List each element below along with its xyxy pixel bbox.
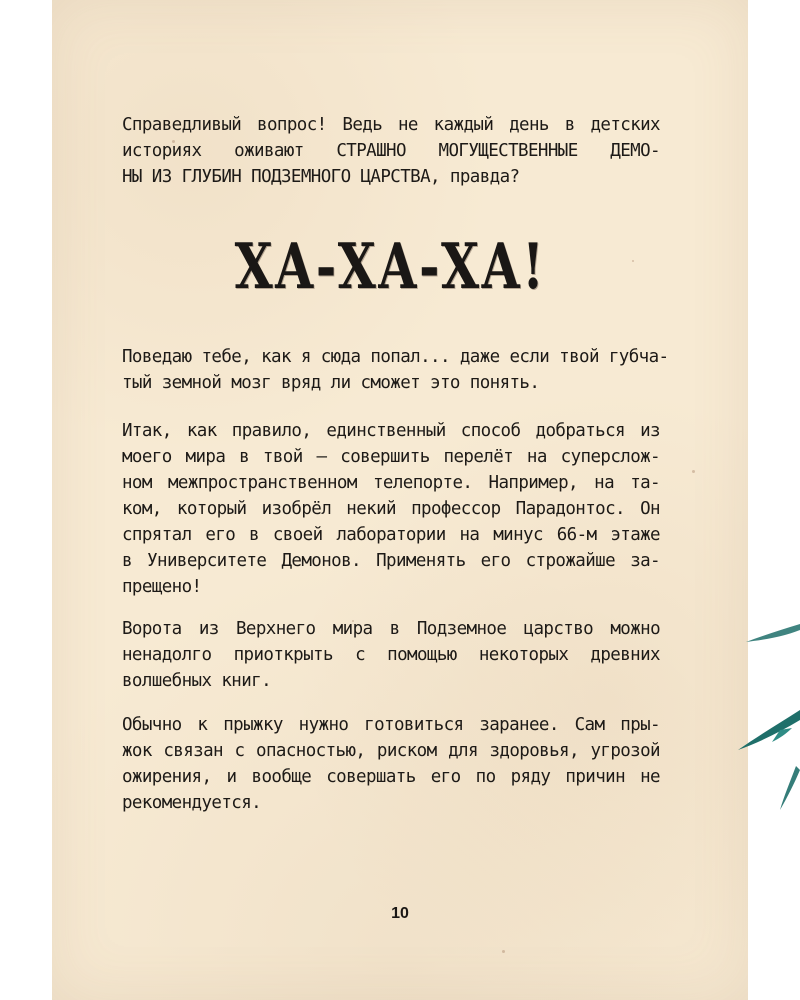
intro-line: историях оживают СТРАШНО МОГУЩЕСТВЕННЫЕ ДЕМО- — [122, 141, 660, 161]
feather-decoration — [710, 600, 800, 860]
paragraph-line: Обычно к прыжку нужно готовиться заранее. Сам пры- — [122, 715, 660, 735]
paragraph-line: рекомендуется. — [122, 793, 262, 813]
paragraph-line: ком, который изобрёл некий профессор Парадонтос. Он — [122, 499, 660, 519]
paragraph-line: Ворота из Верхнего мира в Подземное царство можно — [122, 619, 660, 639]
paragraph-3 — [122, 616, 660, 694]
paragraph-4 — [122, 712, 660, 816]
paragraph-line: спрятал его в своей лаборатории на минус 66-м этаже — [122, 525, 660, 545]
intro-line: Справедливый вопрос! Ведь не каждый день в детских — [122, 115, 660, 135]
paragraph-2 — [122, 418, 660, 600]
headline: ХА-ХА-ХА! — [234, 229, 546, 303]
paragraph-line: моего мира в твой — совершить перелёт на суперслож- — [122, 447, 660, 467]
paragraph-line: ном межпространственном телепорте. Например, на та- — [122, 473, 660, 493]
intro-line: НЫ ИЗ ГЛУБИН ПОДЗЕМНОГО ЦАРСТВА, правда? — [122, 167, 520, 187]
paragraph-line: Поведаю тебе, как я сюда попал... даже если твой губча- — [122, 347, 669, 367]
paragraph-line: тый земной мозг вряд ли сможет это понять. — [122, 373, 540, 393]
paragraph-line: ожирения, и вообще совершать его по ряду причин не — [122, 767, 660, 787]
paragraph-line: Итак, как правило, единственный способ добраться из — [122, 421, 660, 441]
page-number: 10 — [391, 905, 409, 922]
paragraph-line: ненадолго приоткрыть с помощью некоторых древних — [122, 645, 660, 665]
paragraph-line: в Университете Демонов. Применять его строжайше за- — [122, 551, 660, 571]
paragraph-line: прещено! — [122, 577, 202, 597]
paragraph-line: волшебных книг. — [122, 671, 272, 691]
paragraph-1 — [122, 344, 669, 396]
intro-paragraph — [122, 112, 660, 190]
paragraph-line: жок связан с опасностью, риском для здоровья, угрозой — [122, 741, 660, 761]
